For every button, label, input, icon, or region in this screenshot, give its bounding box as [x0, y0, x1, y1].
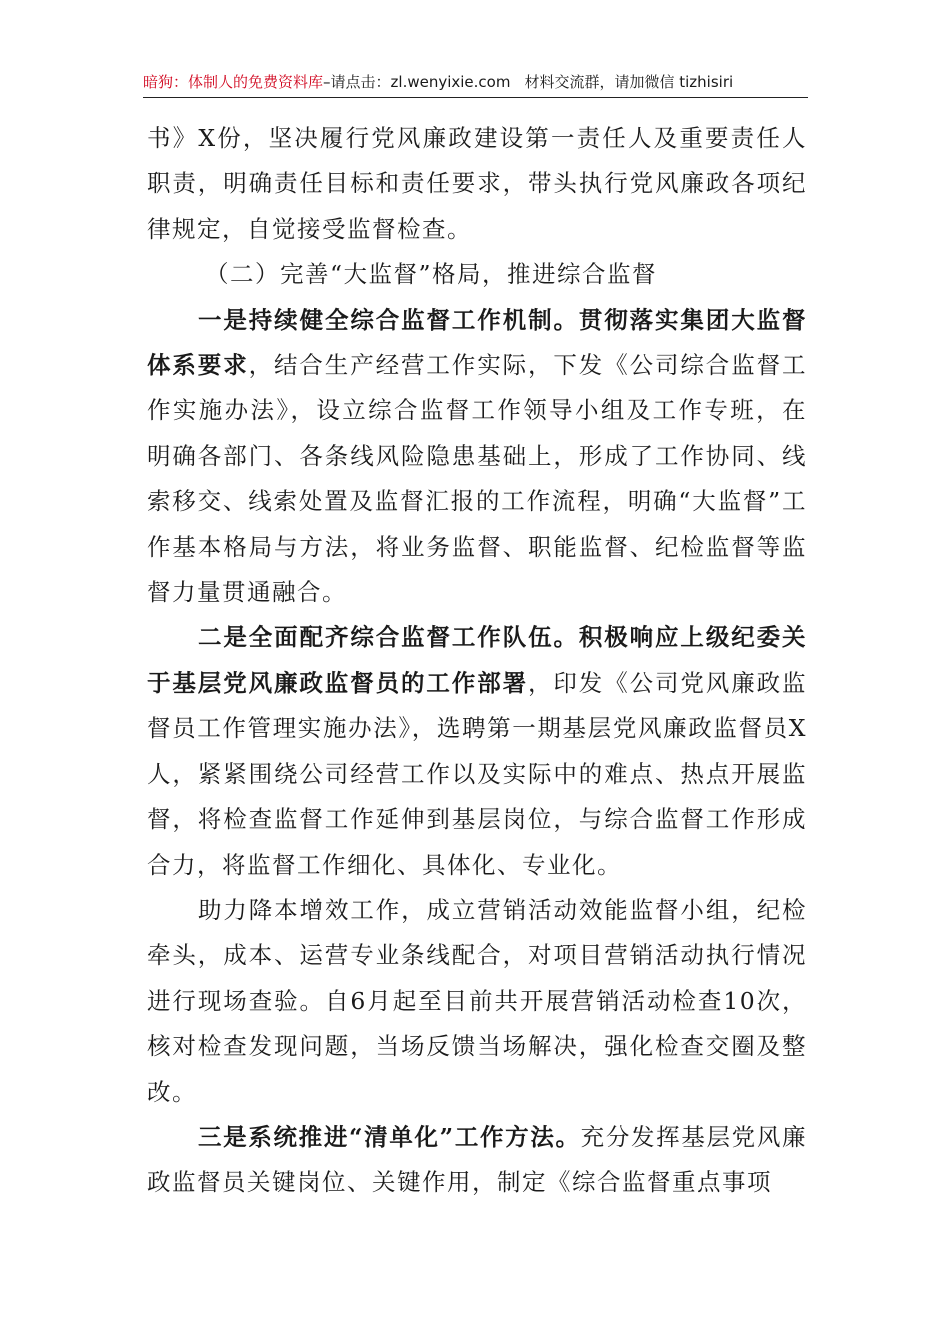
header-link[interactable]: zl.wenyixie.com	[390, 73, 511, 91]
paragraph-5-text: 充分发挥基层党风廉政监督员关键岗位、关键作用，制定《综合监督重点事项	[147, 1122, 807, 1197]
paragraph-3	[147, 615, 807, 887]
paragraph-2-lead: 一是持续健全综合监督工作机制。贯彻落实集团大监督体系要求	[147, 305, 807, 380]
paragraph-1: 书》X份，坚决履行党风廉政建设第一责任人及重要责任人职责，明确责任目标和责任要求，带头执行党风廉政各项纪律规定，自觉接受监督检查。	[147, 124, 807, 243]
paragraph-3-text: ，印发《公司党风廉政监督员工作管理实施办法》，选聘第一期基层党风廉政监督员X人，紧紧围绕公司经营工作以及实际中的难点、热点开展监督，将检查监督工作延伸到基层岗位，与综合监督工作形成合力，将监督工作细化、具体化、专业化。	[147, 668, 807, 879]
section-heading: （二）完善“大监督”格局，推进综合监督	[205, 260, 658, 289]
paragraph-2-text: ，结合生产经营工作实际，下发《公司综合监督工作实施办法》，设立综合监督工作领导小组及工作专班，在明确各部门、各条线风险隐患基础上，形成了工作协同、线索移交、线索处置及监督汇报的工作流程，明确“大监督”工作基本格局与方法，将业务监督、职能监督、纪检监督等监督力量贯通融合。	[147, 351, 808, 607]
header-link-prefix: –请点击：	[323, 73, 391, 91]
paragraph-2	[147, 298, 807, 616]
paragraph-5-lead: 三是系统推进“清单化”工作方法。	[198, 1122, 581, 1151]
header-contact: 材料交流群，请加微信 tizhisiri	[524, 73, 734, 91]
header-divider	[143, 97, 808, 98]
header-brand: 暗狗：体制人的免费资料库	[143, 73, 324, 91]
paragraph-4: 助力降本增效工作，成立营销活动效能监督小组，纪检牵头，成本、运营专业条线配合，对项目营销活动执行情况进行现场查验。自6月起至目前共开展营销活动检查10次，核对检查发现问题，当场反馈当场解决，强化检查交圈及整改。	[147, 895, 807, 1106]
page-header	[143, 70, 808, 94]
paragraph-5	[147, 1115, 807, 1206]
document-body	[147, 116, 807, 1206]
paragraph-3-lead: 二是全面配齐综合监督工作队伍。积极响应上级纪委关于基层党风廉政监督员的工作部署	[147, 623, 807, 697]
